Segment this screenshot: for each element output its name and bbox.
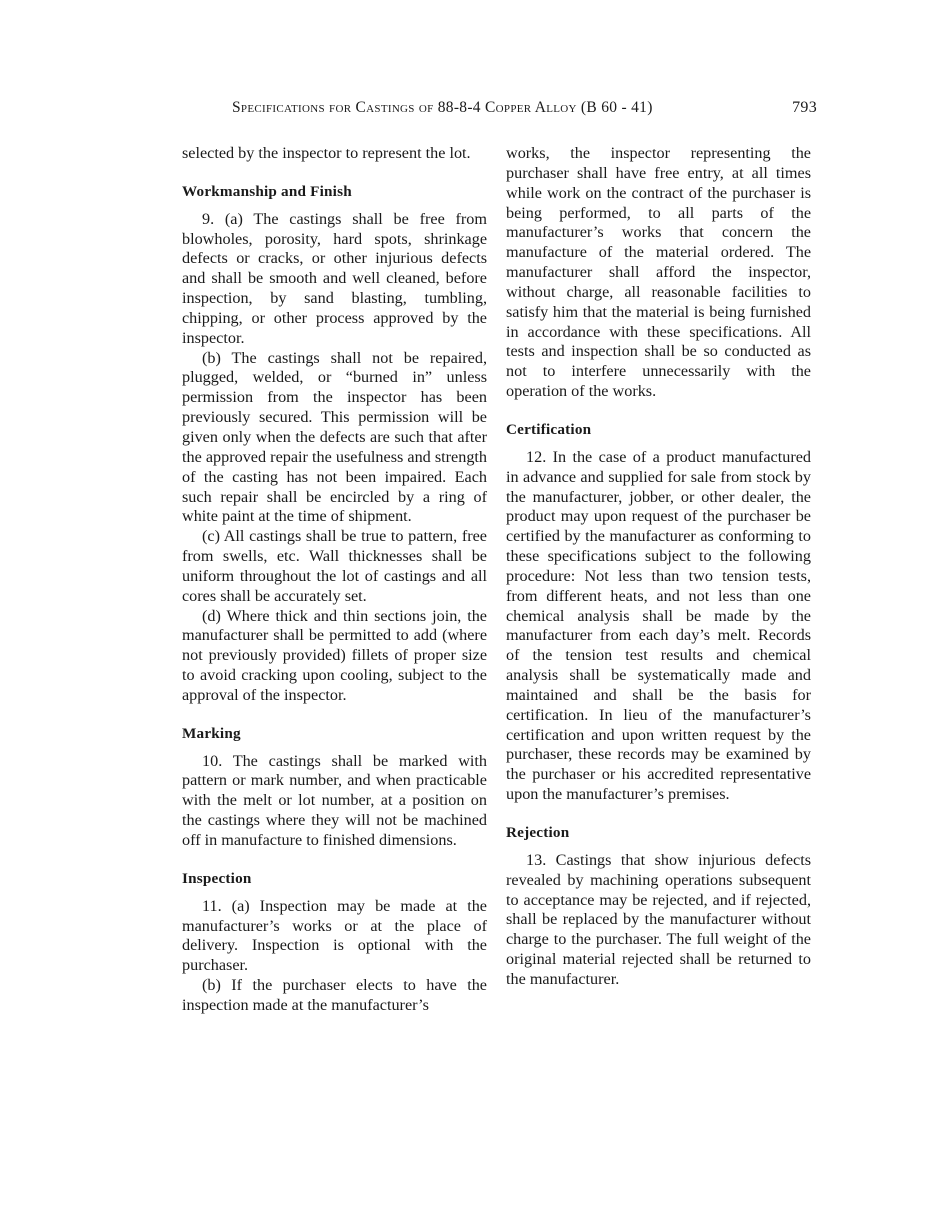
paragraph-10: 10. The castings shall be marked with pattern or mark number, and when practicable with the melt or lot number, at a position on the castings where they will not be machined off in manufacture to finished dimensions. — [182, 751, 487, 849]
section-heading-workmanship: Workmanship and Finish — [182, 182, 352, 200]
continuation-paragraph: selected by the inspector to represent the lot. — [182, 144, 471, 162]
section-heading-marking: Marking — [182, 724, 241, 742]
running-title: Specifications for Castings of 88-8-4 Copper Alloy (B 60 - 41) — [232, 99, 653, 116]
paragraph-9a: 9. (a) The castings shall be free from blowholes, porosity, hard spots, shrinkage defects or cracks, or other injurious defects and shall be smooth and well cleaned, before inspection, by sand blasting, tumbling, chipping, or other process approved by the inspector. — [182, 209, 487, 347]
paragraph-11a: 11. (a) Inspection may be made at the manufacturer’s works or at the place of delivery. Inspection is optional with the purchaser. — [182, 896, 487, 975]
paragraph-9b: (b) The castings shall not be repaired, plugged, welded, or “burned in” unless permission from the inspector has been previously secured. This permission will be given only when the defects are such that after the approved repair the usefulness and strength of the casting has not been impaired. Each such repair shall be encircled by a ring of white paint at the time of shipment. — [182, 348, 487, 526]
section-heading-certification: Certification — [506, 420, 592, 438]
running-header — [232, 99, 817, 117]
page-number: 793 — [792, 99, 817, 116]
paragraph-9c: (c) All castings shall be true to pattern, free from swells, etc. Wall thicknesses shall be uniform throughout the lot of castings and all cores shall be accurately set. — [182, 527, 487, 605]
paragraph-12: 12. In the case of a product manufactured in advance and supplied for sale from stock by the manufacturer, jobber, or other dealer, the product may upon request of the purchaser be certified by the manufacturer as conforming to these specifications subject to the following procedure: Not less than two tension tests, from different heats, and not less than one chemical analysis shall be made by the manufacturer from each day’s melt. Records of the tension test results and chemical analysis shall be systematically made and maintained and shall be the basis for certification. In lieu of the manufacturer’s certification and upon written request by the purchaser, these records may be examined by the purchaser or his accredited representative upon the manufacturer’s premises. — [506, 447, 811, 804]
paragraph-9d: (d) Where thick and thin sections join, the manufacturer shall be permitted to add (where not previously provided) fillets of proper size to avoid cracking upon cooling, subject to the approval of the inspector. — [182, 606, 487, 704]
continuation-paragraph: works, the inspector representing the purchaser shall have free entry, at all times while work on the contract of the purchaser is being performed, to all parts of the manufacturer’s works that concern the manufacture of the material ordered. The manufacturer shall afford the inspector, without charge, all reasonable facilities to satisfy him that the material is being furnished in accordance with these specifications. All tests and inspection shall be so conducted as not to interfere unnecessarily with the operation of the works. — [506, 144, 811, 401]
right-column — [506, 144, 811, 990]
section-heading-inspection: Inspection — [182, 869, 252, 887]
section-heading-rejection: Rejection — [506, 824, 570, 841]
paragraph-11b: (b) If the purchaser elects to have the inspection made at the manufacturer’s — [182, 976, 487, 1014]
left-column — [182, 144, 487, 1016]
paragraph-13: 13. Castings that show injurious defects revealed by machining operations subsequent to acceptance may be rejected, and if rejected, shall be replaced by the manufacturer without charge to the purchaser. The full weight of the original material rejected shall be returned to the manufacturer. — [506, 850, 811, 988]
